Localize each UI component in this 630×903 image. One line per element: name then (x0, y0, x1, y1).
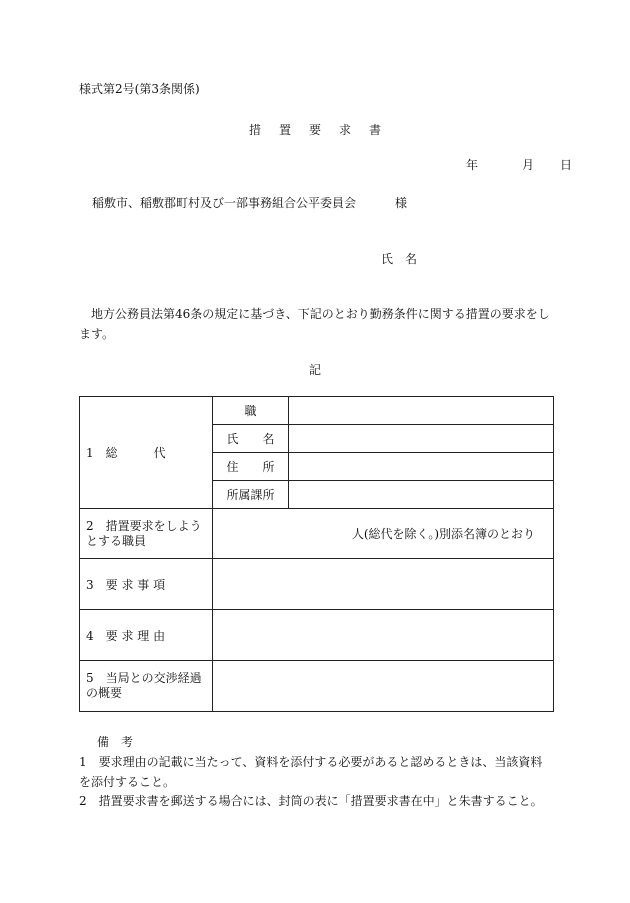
table-row (80, 509, 554, 559)
requester-name-label: 氏 名 (381, 252, 418, 266)
reason-value[interactable] (213, 610, 554, 661)
rep-field-value[interactable] (289, 397, 554, 425)
reason-label: 4 要 求 理 由 (80, 610, 213, 661)
title-char: 要 (308, 123, 321, 137)
addressee-name: 稲敷市、稲敷郡町村及び一部事務組合公平委員会 (92, 196, 357, 210)
table-row (80, 661, 554, 712)
rep-label: 1 総 代 (86, 446, 166, 460)
request-form-table (79, 396, 554, 712)
title-char: 書 (369, 123, 382, 137)
rep-field-label: 住 所 (213, 453, 289, 481)
negotiation-value[interactable] (213, 661, 554, 712)
staff-value-text: 人(総代を除く。)別添名簿のとおり (351, 527, 535, 541)
staff-value[interactable] (213, 509, 554, 559)
rep-field-value[interactable] (289, 425, 554, 453)
table-row (80, 610, 554, 661)
note-item: 2 措置要求書を郵送する場合には、封筒の表に「措置要求書在中」と朱書すること。 (79, 794, 543, 808)
date-line (466, 156, 572, 173)
date-day: 日 (559, 158, 572, 172)
title-char: 措 (248, 123, 261, 137)
addressee-honorific: 様 (395, 196, 408, 210)
rep-label-cell (80, 397, 213, 509)
document-title (0, 121, 630, 138)
body-text: 地方公務員法第46条の規定に基づき、下記のとおり勤務条件に関する措置の要求をします。 (79, 307, 550, 341)
staff-label: 2 措置要求をしようとする職員 (80, 509, 213, 559)
ki-heading: 記 (308, 363, 321, 377)
date-year: 年 (466, 158, 479, 172)
rep-field-label: 職 (213, 397, 289, 425)
note-item: 1 要求理由の記載に当たって、資料を添付する必要があると認めるときは、当該資料を添付すること。 (79, 755, 543, 789)
demand-value[interactable] (213, 559, 554, 610)
form-number: 様式第2号(第3条関係) (79, 82, 200, 96)
rep-field-value[interactable] (289, 453, 554, 481)
notes-title: 備 考 (97, 735, 134, 749)
demand-label: 3 要 求 事 項 (80, 559, 213, 610)
date-month: 月 (521, 158, 534, 172)
rep-field-label: 氏 名 (213, 425, 289, 453)
table-row (80, 559, 554, 610)
table-row (80, 397, 554, 425)
title-char: 求 (339, 123, 352, 137)
rep-field-value[interactable] (289, 481, 554, 509)
negotiation-label: 5 当局との交渉経過の概要 (80, 661, 213, 712)
title-char: 置 (278, 123, 291, 137)
rep-field-label: 所属課所 (213, 481, 289, 509)
